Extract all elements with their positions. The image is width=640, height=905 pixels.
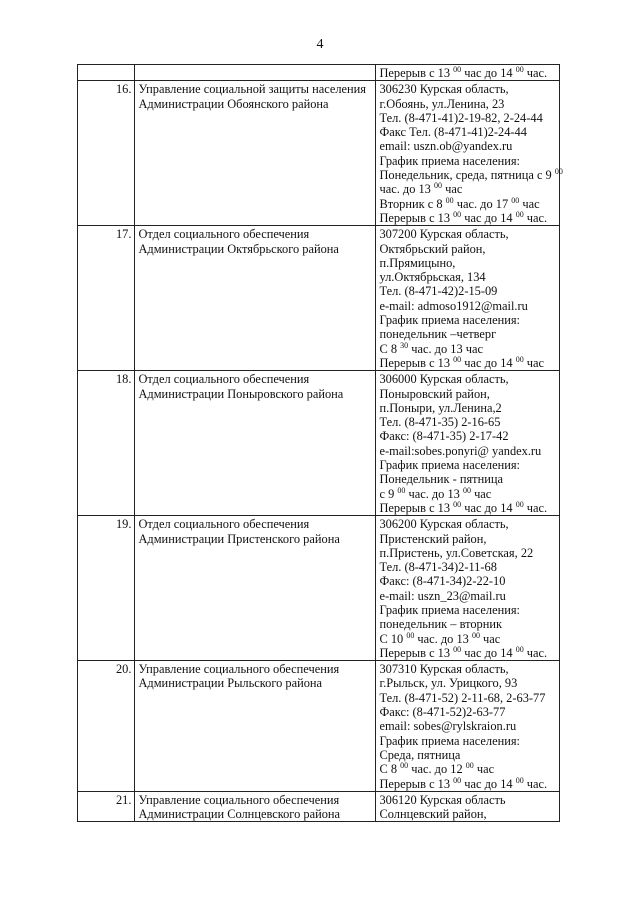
details-line — [379, 532, 556, 546]
line-text: час. до 12 — [408, 762, 466, 777]
line-text: час — [479, 631, 501, 646]
details-line — [379, 429, 556, 443]
details-line — [379, 603, 556, 617]
line-text: График приема населения: — [379, 458, 521, 473]
line-text: Тел. (8-471-52) 2-11-68, 2-63-77 — [379, 690, 546, 705]
line-text: ул.Октябрьская, 134 — [379, 270, 486, 285]
minutes-superscript: 00 — [433, 181, 442, 191]
line-text: Перерыв с 13 — [379, 645, 454, 660]
details-line — [379, 632, 556, 646]
line-text: час. — [523, 210, 548, 225]
line-text: 306230 Курская область, — [379, 82, 509, 97]
minutes-superscript: 00 — [515, 499, 524, 509]
minutes-superscript: 00 — [465, 761, 474, 771]
line-text: час до 14 — [461, 500, 516, 515]
minutes-superscript: 00 — [515, 65, 524, 74]
minutes-superscript: 30 — [400, 340, 409, 350]
line-text: Понедельник, среда, пятница с 9 — [379, 168, 555, 183]
details-line — [379, 125, 556, 139]
line-text: Пристенский район, — [379, 531, 487, 546]
line-text: п.Пристень, ул.Советская, 22 — [379, 545, 534, 560]
details-line — [379, 646, 556, 660]
details-line — [379, 66, 556, 80]
minutes-superscript: 00 — [554, 167, 563, 177]
row-number-cell: 19. — [78, 516, 135, 661]
line-text: час до 14 — [461, 355, 516, 370]
row-number-cell: 20. — [78, 661, 135, 792]
line-text: час до 14 — [461, 645, 516, 660]
line-text: Факс: (8-471-35) 2-17-42 — [379, 429, 509, 444]
details-line — [379, 762, 556, 776]
details-line — [379, 182, 556, 196]
details-line — [379, 517, 556, 531]
line-text: час — [523, 355, 545, 370]
line-text: С 8 — [379, 762, 401, 777]
line-text: С 10 — [379, 631, 407, 646]
office-details-cell — [376, 81, 563, 226]
office-row — [78, 226, 560, 371]
details-line — [379, 372, 556, 386]
office-name-cell: Управление социального обеспечения Администрации Рыльского района — [135, 661, 376, 792]
line-text: час. до 13 — [414, 631, 472, 646]
row-number-cell: 17. — [78, 226, 135, 371]
line-text: г.Рыльск, ул. Урицкого, 93 — [379, 676, 518, 691]
details-line — [379, 327, 556, 341]
line-text: e-mail: uszn_23@mail.ru — [379, 588, 506, 603]
line-text: г.Обоянь, ул.Ленина, 23 — [379, 96, 505, 111]
line-text: Понедельник - пятница — [379, 472, 503, 487]
line-text: час. — [523, 500, 548, 515]
details-line — [379, 501, 556, 515]
details-line — [379, 270, 556, 284]
details-line — [379, 313, 556, 327]
details-line — [379, 167, 563, 183]
details-line — [379, 617, 556, 631]
minutes-superscript: 00 — [453, 644, 462, 654]
line-text: Факс: (8-471-52)2-63-77 — [379, 705, 506, 720]
details-line — [379, 676, 556, 690]
line-text: Солнцевский район, — [379, 807, 487, 822]
line-text: понедельник – вторник — [379, 617, 503, 632]
line-text: Тел. (8-471-42)2-15-09 — [379, 284, 498, 299]
line-text: График приема населения: — [379, 602, 521, 617]
minutes-superscript: 00 — [515, 354, 524, 364]
minutes-superscript: 00 — [453, 354, 462, 364]
offices-table-body — [78, 65, 563, 822]
line-text: Перерыв с 13 — [379, 500, 454, 515]
office-row — [78, 81, 560, 226]
office-details-cell — [376, 516, 560, 661]
line-text: Октябрьский район, — [379, 241, 486, 256]
minutes-superscript: 00 — [511, 195, 520, 205]
office-name-cell: Управление социальной защиты населения Администрации Обоянского района — [135, 81, 376, 226]
details-line — [379, 807, 556, 821]
line-text: График приема населения: — [379, 313, 521, 328]
details-line — [379, 299, 556, 313]
line-text: час. — [523, 66, 548, 80]
minutes-superscript: 00 — [471, 630, 480, 640]
minutes-superscript: 00 — [453, 65, 462, 74]
line-text: Перерыв с 13 — [379, 66, 454, 80]
office-name-cell: Управление социального обеспечения Администрации Солнцевского района — [135, 791, 376, 822]
details-line — [379, 97, 556, 111]
line-text: час — [519, 196, 540, 211]
line-text: График приема населения: — [379, 153, 521, 168]
details-line — [379, 748, 556, 762]
minutes-superscript: 00 — [515, 209, 524, 219]
office-name-cell: Отдел социального обеспечения Администрации Октябрьского района — [135, 226, 376, 371]
line-text: час до 14 — [461, 66, 516, 80]
line-text: Поныровский район, — [379, 386, 490, 401]
minutes-superscript: 00 — [453, 775, 462, 785]
details-line — [379, 387, 556, 401]
details-line — [379, 242, 556, 256]
details-line — [379, 589, 556, 603]
line-text: С 8 — [379, 341, 401, 356]
line-text: Перерыв с 13 — [379, 355, 454, 370]
details-line — [379, 444, 556, 458]
office-details-cell — [376, 371, 560, 516]
page-number: 4 — [316, 37, 324, 52]
minutes-superscript: 00 — [515, 775, 524, 785]
details-line — [379, 793, 556, 807]
line-text: email: sobes@rylskraion.ru — [379, 719, 517, 734]
line-text: Перерыв с 13 — [379, 776, 454, 791]
details-line — [379, 342, 556, 356]
minutes-superscript: 00 — [406, 630, 415, 640]
line-text: час до 14 — [461, 210, 516, 225]
office-details-cell — [376, 791, 560, 822]
office-details-cell — [376, 65, 560, 81]
line-text: час — [473, 762, 495, 777]
details-line — [379, 487, 556, 501]
office-row — [78, 661, 560, 792]
minutes-superscript: 00 — [453, 499, 462, 509]
details-line — [379, 734, 556, 748]
details-line — [379, 401, 556, 415]
line-text: 307310 Курская область, — [379, 662, 509, 677]
details-line — [379, 472, 556, 486]
line-text: час — [441, 182, 463, 197]
line-text: 306000 Курская область, — [379, 372, 509, 387]
line-text: час. до 13 — [379, 182, 434, 197]
line-text: час. — [523, 645, 548, 660]
details-line — [379, 154, 556, 168]
details-line — [379, 560, 556, 574]
details-line — [379, 82, 556, 96]
line-text: Тел. (8-471-35) 2-16-65 — [379, 415, 501, 430]
office-name-cell: Отдел социального обеспечения Администрации Поныровского района — [135, 371, 376, 516]
line-text: Факс Тел. (8-471-41)2-24-44 — [379, 125, 527, 140]
row-number-cell: 18. — [78, 371, 135, 516]
details-line — [379, 227, 556, 241]
row-number-cell: 16. — [78, 81, 135, 226]
line-text: 306120 Курская область — [379, 792, 506, 807]
details-line — [379, 111, 556, 125]
line-text: час до 14 — [461, 776, 516, 791]
row-number-cell: 21. — [78, 791, 135, 822]
line-text: час. до 13 час — [408, 341, 483, 356]
details-line — [379, 719, 556, 733]
minutes-superscript: 00 — [400, 761, 409, 771]
line-text: e-mail: admoso1912@mail.ru — [379, 298, 528, 313]
details-line — [379, 691, 556, 705]
office-name-cell: Отдел социального обеспечения Администрации Пристенского района — [135, 516, 376, 661]
line-text: 306200 Курская область, — [379, 517, 509, 532]
office-details-cell — [376, 661, 560, 792]
row-number-cell — [78, 65, 135, 81]
details-line — [379, 458, 556, 472]
details-line — [379, 662, 556, 676]
minutes-superscript: 00 — [462, 485, 471, 495]
details-line — [379, 197, 556, 211]
line-text: понедельник –четверг — [379, 327, 497, 342]
line-text: Факс: (8-471-34)2-22-10 — [379, 574, 506, 589]
line-text: час. до 17 — [453, 196, 512, 211]
details-line — [379, 284, 556, 298]
office-row — [78, 791, 560, 822]
line-text: 307200 Курская область, — [379, 227, 509, 242]
line-text: с 9 — [379, 486, 398, 501]
line-text: Перерыв с 13 — [379, 210, 454, 225]
line-text: час — [470, 486, 492, 501]
line-text: час. — [523, 776, 548, 791]
minutes-superscript: 00 — [397, 485, 406, 495]
line-text: п.Прямицыно, — [379, 255, 456, 270]
office-name-cell — [135, 65, 376, 81]
minutes-superscript: 00 — [453, 209, 462, 219]
line-text: e-mail:sobes.ponyri@ yandex.ru — [379, 443, 542, 458]
office-row — [78, 516, 560, 661]
line-text: п.Поныри, ул.Ленина,2 — [379, 400, 502, 415]
minutes-superscript: 00 — [445, 195, 454, 205]
details-line — [379, 777, 556, 791]
details-line — [379, 356, 556, 370]
details-line — [379, 256, 556, 270]
details-line — [379, 139, 556, 153]
continuation-row — [78, 65, 560, 81]
office-row — [78, 371, 560, 516]
line-text: Тел. (8-471-41)2-19-82, 2-24-44 — [379, 110, 543, 125]
line-text: час. до 13 — [405, 486, 463, 501]
details-line — [379, 574, 556, 588]
office-details-cell — [376, 226, 560, 371]
minutes-superscript: 00 — [515, 644, 524, 654]
line-text: График приема населения: — [379, 733, 521, 748]
details-line — [379, 546, 556, 560]
line-text: Вторник с 8 — [379, 196, 446, 211]
details-line — [379, 211, 556, 225]
details-line — [379, 705, 556, 719]
offices-table — [77, 64, 563, 822]
line-text: Тел. (8-471-34)2-11-68 — [379, 560, 497, 575]
line-text: Среда, пятница — [379, 747, 461, 762]
details-line — [379, 415, 556, 429]
line-text: email: uszn.ob@yandex.ru — [379, 139, 513, 154]
